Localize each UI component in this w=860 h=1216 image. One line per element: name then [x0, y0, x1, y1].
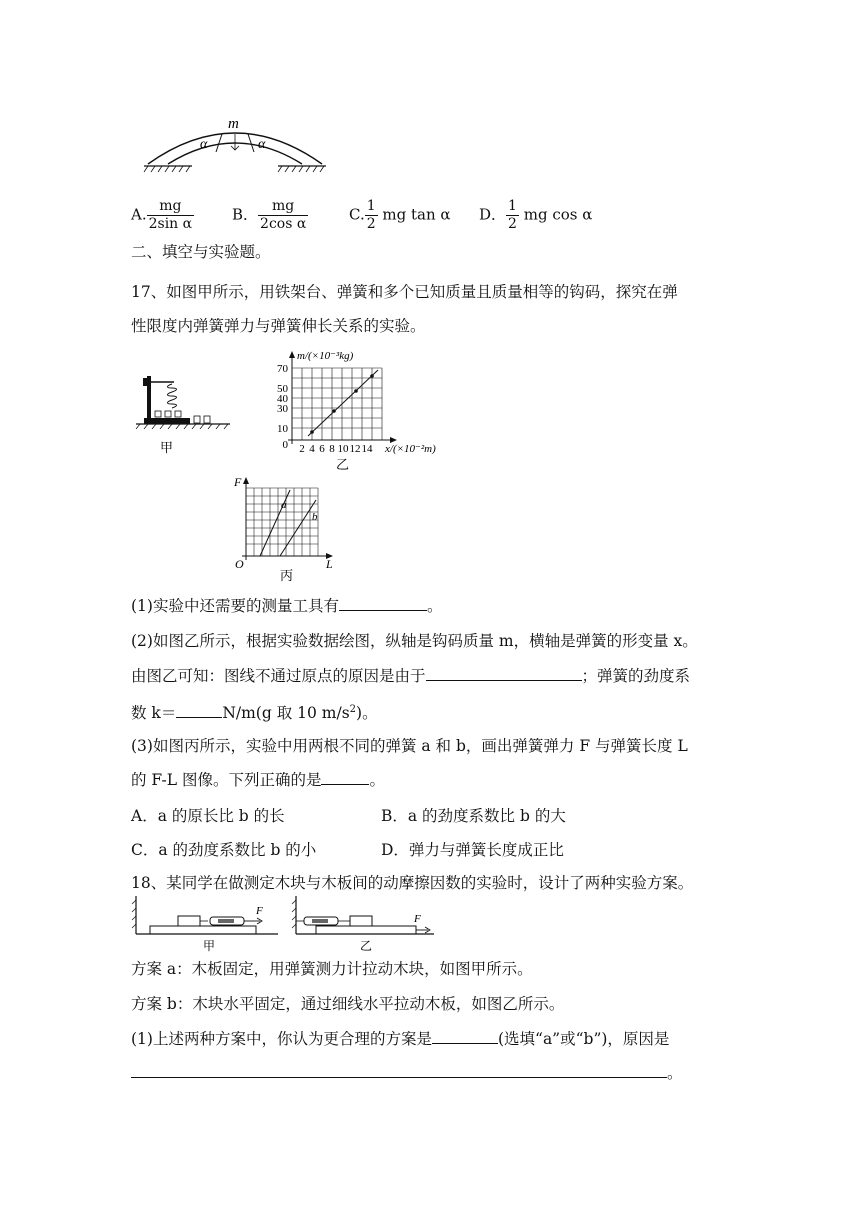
q18-p1-reason-blank[interactable]: [131, 1063, 667, 1078]
bing-line-b-label: b: [312, 511, 318, 523]
q17-line1: 17、如图甲所示，用铁架台、弹簧和多个已知质量且质量相等的钩码，探究在弹: [131, 283, 678, 301]
q17-part3-line1: (3)如图丙所示，实验中用两根不同的弹簧 a 和 b，画出弹簧弹力 F 与弹簧长度 L: [131, 737, 688, 755]
q18-scheme-a: 方案 a：木板固定，用弹簧测力计拉动木块，如图甲所示。: [131, 960, 533, 978]
q17-p2-reason-blank[interactable]: [426, 666, 582, 681]
fig-yi-caption: 乙: [336, 457, 350, 472]
fig-q18-setups: [130, 892, 440, 954]
fig-bing-graph: [232, 476, 342, 584]
q18-force-label-jia: F: [256, 905, 263, 917]
q18-scheme-b: 方案 b：木块水平固定，通过细线水平拉动木板，如图乙所示。: [131, 995, 565, 1013]
bing-origin-label: O: [235, 557, 244, 571]
q16-option-a[interactable]: A. $\frac{mg}{\text{2sin α}}$: [131, 198, 193, 232]
yi-y-tick: 40: [277, 393, 288, 405]
fig-bing-caption: 丙: [280, 568, 294, 583]
yi-y-tick: 50: [277, 383, 288, 395]
bing-line-a-label: a: [281, 499, 287, 511]
q18-part1: (1)上述两种方案中，你认为更合理的方案是 (选填“a”或“b”)，原因是: [131, 1030, 670, 1048]
q17-part3-line2: 的 F-L 图像。下列正确的是 。: [131, 771, 385, 789]
yi-x-tick: 12: [349, 443, 361, 455]
yi-x-tick: 8: [329, 443, 335, 455]
angle-left-label: α: [200, 137, 208, 152]
yi-y-axis-label: m/(×10⁻³kg): [297, 350, 354, 362]
yi-x-tick: 10: [337, 443, 349, 455]
q18-fig-jia-caption: 甲: [203, 939, 216, 953]
yi-x-tick: 6: [319, 443, 325, 455]
q17-part1: (1)实验中还需要的测量工具有 。: [131, 597, 443, 615]
q18-fig-yi-caption: 乙: [360, 939, 373, 953]
yi-x-tick: 2: [299, 443, 305, 455]
q17-p3-blank[interactable]: [321, 770, 369, 785]
angle-right-label: α: [258, 137, 266, 152]
bing-x-axis-label: L: [326, 557, 333, 571]
q18-part1-reason: 。: [131, 1063, 683, 1083]
q17-p1-blank[interactable]: [339, 596, 427, 611]
q17-option-d[interactable]: D．弹力与弹簧长度成正比: [381, 841, 564, 859]
q17-line2: 性限度内弹簧弹力与弹簧伸长关系的实验。: [131, 317, 426, 335]
fig-jia-caption: 甲: [160, 440, 174, 455]
section-title: 二、填空与实验题。: [131, 243, 271, 261]
yi-y-tick: 10: [277, 423, 288, 435]
q17-part2-line2: 由图乙可知：图线不通过原点的原因是由于 ；弹簧的劲度系: [131, 667, 691, 685]
q18-force-label-yi: F: [414, 913, 421, 925]
yi-y-tick: 30: [277, 403, 288, 415]
q18-p1-choice-blank[interactable]: [432, 1029, 498, 1044]
q17-option-b[interactable]: B．a 的劲度系数比 b 的大: [381, 807, 566, 825]
q16-option-d[interactable]: D． $\frac{1}{2}$ mg cos α: [479, 198, 593, 232]
q18-line1: 18、某同学在做测定木块与木板间的动摩擦因数的实验时，设计了两种实验方案。: [131, 874, 694, 892]
yi-y-tick: 70: [277, 363, 288, 375]
q17-p2-k-blank[interactable]: [176, 703, 222, 718]
yi-x-tick: 14: [361, 443, 373, 455]
q17-part2-line1: (2)如图乙所示，根据实验数据绘图，纵轴是钩码质量 m，横轴是弹簧的形变量 x。: [131, 632, 698, 650]
arch-figure: [140, 112, 330, 176]
fig-jia-spring-stand: [134, 372, 234, 458]
bing-y-axis-label: F: [234, 476, 242, 489]
yi-y-tick: 0: [282, 439, 288, 451]
q16-option-c[interactable]: C. $\frac{1}{2}$ mg tan α: [349, 198, 451, 232]
q17-option-c[interactable]: C．a 的劲度系数比 b 的小: [131, 841, 317, 859]
yi-x-tick: 4: [309, 443, 315, 455]
q17-option-a[interactable]: A．a 的原长比 b 的长: [131, 807, 285, 825]
fig-yi-graph: [268, 348, 458, 473]
q17-part2-line3: 数 k＝ N/m(g 取 10 $m/s^2$)。: [131, 704, 378, 723]
q16-option-b[interactable]: B． $\frac{mg}{\text{2cos α}}$: [232, 198, 307, 232]
mass-label: m: [228, 116, 239, 132]
yi-x-axis-label: x/(×10⁻²m): [385, 443, 436, 455]
